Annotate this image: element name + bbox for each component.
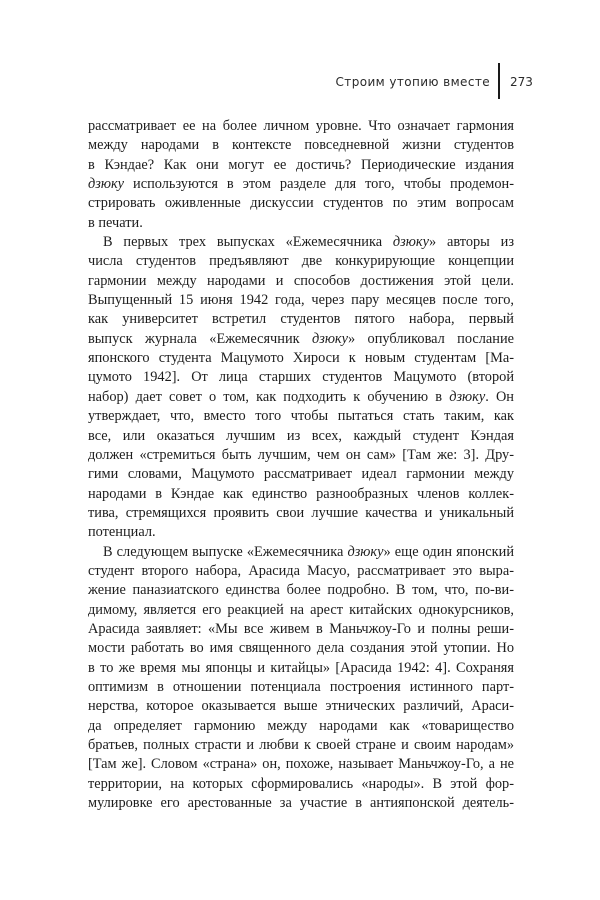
- text-segment: братьев, полных страсти и любви к своей стране и своим народам»: [88, 737, 514, 753]
- text-line: [88, 427, 514, 446]
- text-line: [88, 330, 514, 349]
- text-line: [88, 136, 514, 155]
- text-line: [88, 368, 514, 387]
- text-segment: выпуск журнала «Ежемесячник: [88, 330, 312, 347]
- text-line: [88, 601, 514, 620]
- page-number: 273: [510, 75, 533, 89]
- text-line: [88, 523, 514, 542]
- italic-term: дзюку: [88, 176, 125, 193]
- text-line: [88, 581, 514, 600]
- text-line: [88, 175, 514, 194]
- text-segment: » опубликовал послание: [348, 330, 514, 347]
- text-line: [88, 291, 514, 310]
- text-line: [88, 117, 514, 136]
- text-segment: оптимизм в отношении потенциала построения истинного парт-: [88, 678, 514, 695]
- text-segment: в то же время мы японцы и китайцы» [Арасида 1942: 4]. Сохраняя: [88, 659, 514, 676]
- text-line: [88, 504, 514, 523]
- text-segment: гими словами, Мацумото рассматривает идеал гармонии между: [88, 466, 514, 483]
- text-segment: димому, является его реакцией на арест китайских однокурсников,: [88, 601, 514, 618]
- text-line: [88, 485, 514, 504]
- text-segment: цумото 1942]. От лица старших студентов Мацумото (второй: [88, 369, 514, 386]
- text-line: [88, 446, 514, 465]
- text-line: [88, 349, 514, 368]
- text-segment: рассматривает ее на более личном уровне. Что означает гармония: [88, 118, 514, 134]
- text-segment: . Он: [485, 388, 514, 405]
- text-segment: территории, на которых сформировались «народы». В этой фор-: [88, 775, 514, 792]
- text-segment: между народами в контексте повседневной жизни студентов: [88, 137, 514, 154]
- text-segment: В первых трех выпусках «Ежемесячника: [103, 234, 393, 251]
- italic-term: дзюку: [311, 330, 349, 347]
- header-divider-rule: [498, 63, 500, 99]
- text-segment: [Там же]. Словом «страна» он, похоже, называет Маньчжоу-Го, а не: [88, 756, 514, 773]
- text-segment: В следующем выпуске «Ежемесячника: [103, 543, 348, 560]
- text-line: [88, 697, 514, 716]
- body-text: [88, 117, 514, 813]
- text-line: [88, 736, 514, 755]
- text-segment: да определяет гармонию между народами как «товарищество: [88, 717, 514, 734]
- text-line: [88, 272, 514, 291]
- text-segment: набор) дает совет о том, как подходить к обучению в: [88, 388, 450, 405]
- text-segment: Арасида заявляет: «Мы все живем в Маньчжоу-Го и полны реши-: [88, 620, 514, 637]
- text-line: [88, 717, 514, 736]
- text-segment: Выпущенный 15 июня 1942 года, через пару месяцев после того,: [88, 292, 514, 309]
- text-segment: » еще один японский: [383, 543, 514, 560]
- text-line: [88, 194, 514, 213]
- text-segment: стрировать оживленные дискуссии студентов по этим вопросам: [88, 195, 514, 212]
- text-segment: гармонии между народами и способов достижения этой цели.: [88, 272, 514, 289]
- text-line: [88, 465, 514, 484]
- text-segment: мости работать во имя священного дела создания этой утопии. Но: [88, 640, 514, 657]
- text-line: [88, 310, 514, 329]
- text-line: [88, 775, 514, 794]
- text-line: [88, 659, 514, 678]
- running-head-title: Строим утопию вместе: [335, 75, 490, 89]
- paragraph: [88, 543, 514, 814]
- text-segment: народами в Кэндае как единство разнообразных членов коллек-: [88, 485, 514, 502]
- text-segment: тива, стремящихся проявить свои лучшие качества и уникальный: [88, 504, 514, 521]
- text-segment: в Кэндае? Как они могут ее достичь? Периодические издания: [88, 156, 514, 173]
- text-segment: числа студентов предъявляют две конкурирующие концепции: [88, 253, 514, 270]
- text-line: [88, 620, 514, 639]
- text-segment: » авторы из: [428, 234, 514, 251]
- paragraph: [88, 233, 514, 543]
- italic-term: дзюку: [392, 234, 429, 251]
- text-segment: студент второго набора, Арасида Масуо, рассматривает это выра-: [88, 562, 514, 579]
- text-line: [88, 639, 514, 658]
- text-segment: японского студента Мацумото Хироси к новым студентам [Ма-: [88, 350, 514, 367]
- text-line: [88, 755, 514, 774]
- text-line: [88, 214, 514, 233]
- text-segment: в печати.: [88, 214, 143, 231]
- text-segment: все, или оказаться лучшим из всех, каждый студент Кэндая: [88, 427, 514, 444]
- text-segment: утверждает, что, вместо того чтобы пытаться стать таким, как: [88, 408, 514, 425]
- text-segment: жение паназиатского единства более подробно. В том, что, по-ви-: [88, 582, 514, 599]
- text-line: [88, 678, 514, 697]
- text-line: [88, 156, 514, 175]
- italic-term: дзюку: [347, 543, 384, 560]
- text-line: [88, 407, 514, 426]
- paragraph: [88, 117, 514, 233]
- text-line: [88, 233, 514, 252]
- text-segment: мулировке его арестованные за участие в антияпонской деятель-: [88, 795, 514, 812]
- text-segment: потенциал.: [88, 524, 156, 541]
- text-segment: как университет встретил студентов пятого набора, первый: [88, 311, 514, 328]
- text-segment: нерства, которое оказывается выше этнических различий, Араси-: [88, 698, 514, 715]
- text-line: [88, 543, 514, 562]
- text-line: [88, 794, 514, 813]
- text-line: [88, 252, 514, 271]
- italic-term: дзюку: [449, 388, 486, 405]
- text-segment: должен «стремиться быть лучшим, чем он сам» [Там же: 3]. Дру-: [88, 446, 514, 463]
- text-line: [88, 562, 514, 581]
- text-segment: используются в этом разделе для того, чтобы продемон-: [124, 176, 514, 193]
- text-line: [88, 388, 514, 407]
